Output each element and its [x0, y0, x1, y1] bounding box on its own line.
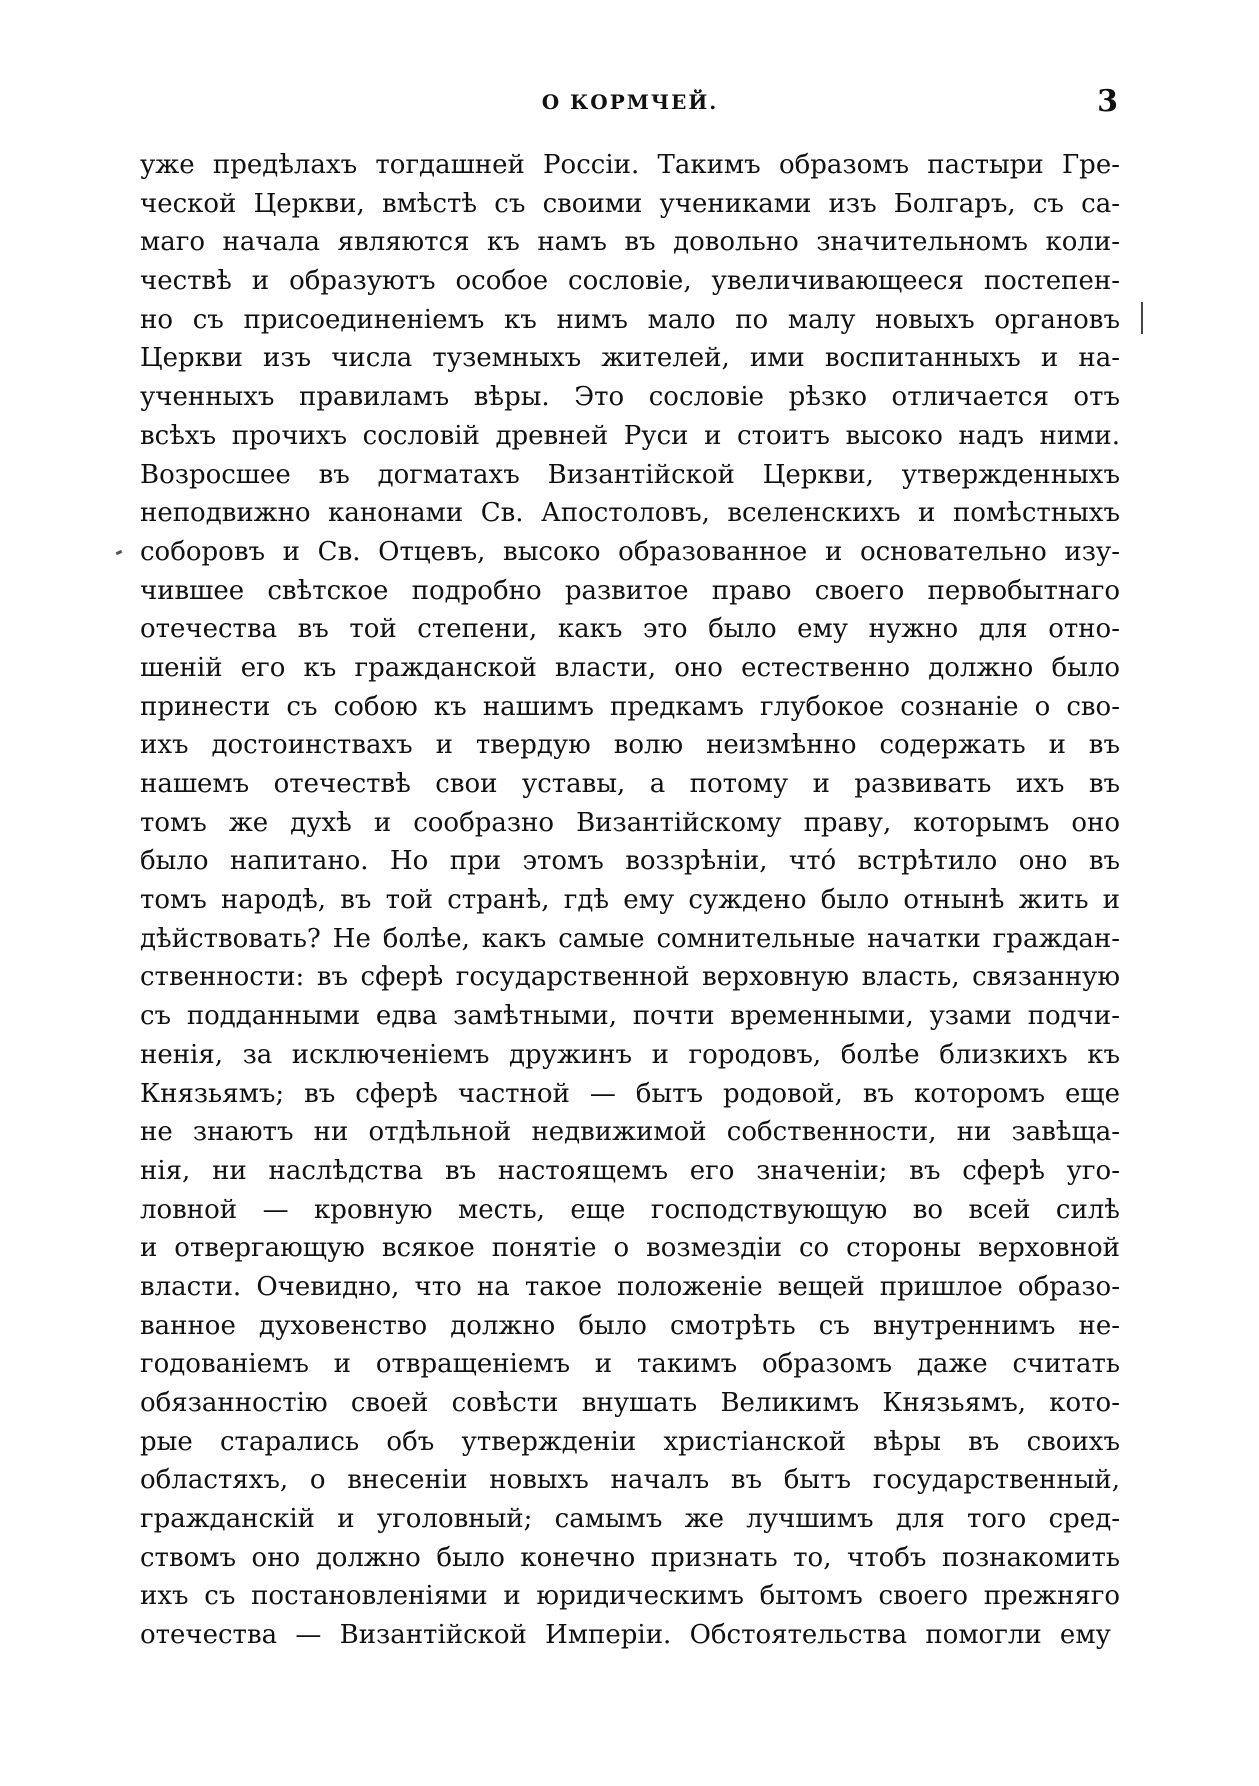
- text-line: нія, ни наслѣдства въ настоящемъ его значеніи; въ сферѣ уго-: [140, 1155, 1120, 1186]
- text-line: уже предѣлахъ тогдашней Россіи. Такимъ образомъ пастыри Гре-: [140, 150, 1120, 180]
- text-line: отечества въ той степени, какъ это было ему нужно для отно-: [140, 614, 1120, 645]
- running-head: [140, 84, 1120, 124]
- text-line: Возросшее въ догматахъ Византійской Церкви, утвержденныхъ: [140, 459, 1120, 490]
- text-line: ихъ съ постановленіями и юридическимъ бытомъ своего прежняго: [140, 1581, 1120, 1612]
- margin-rule: [1141, 302, 1143, 334]
- text-line: гражданскій и уголовный; самымъ же лучшимъ для того сред-: [140, 1504, 1120, 1535]
- text-line: чившее свѣтское подробно развитое право своего первобытнаго: [140, 575, 1120, 606]
- running-title: О КОРМЧЕЙ.: [541, 90, 719, 114]
- text-line: ловной — кровную месть, еще господствующую во всей силѣ: [140, 1194, 1120, 1225]
- text-line: не знаютъ ни отдѣльной недвижимой собственности, ни завѣща-: [140, 1117, 1120, 1148]
- text-line: ненія, за исключеніемъ дружинъ и городовъ, болѣе близкихъ къ: [140, 1039, 1120, 1070]
- text-line: чествѣ и образуютъ особое сословіе, увеличивающееся постепен-: [140, 266, 1120, 297]
- text-line: дѣйствовать? Не болѣе, какъ самые сомнительные начатки граждан-: [140, 923, 1120, 954]
- text-line: съ подданными едва замѣтными, почти временными, узами подчи-: [140, 1001, 1120, 1032]
- text-line: шеній его къ гражданской власти, оно естественно должно было: [140, 652, 1120, 683]
- body-text: [140, 146, 1120, 1655]
- text-line: томъ же духѣ и сообразно Византійскому праву, которымъ оно: [140, 807, 1120, 838]
- text-line: годованіемъ и отвращеніемъ и такимъ образомъ даже считать: [140, 1349, 1120, 1380]
- text-line: нашемъ отечествѣ свои уставы, а потому и развивать ихъ въ: [140, 769, 1120, 799]
- text-line: ческой Церкви, вмѣстѣ съ своими учениками изъ Болгаръ, съ са-: [140, 188, 1120, 219]
- text-line: ствомъ оно должно было конечно признать то, чтобъ познакомить: [140, 1542, 1120, 1573]
- text-line: областяхъ, о внесеніи новыхъ началъ въ бытъ государственный,: [140, 1465, 1120, 1496]
- margin-mark: [116, 550, 123, 555]
- text-line: и отвергающую всякое понятіе о возмездіи со стороны верховной: [140, 1233, 1120, 1264]
- text-line: Церкви изъ числа туземныхъ жителей, ими воспитанныхъ и на-: [140, 343, 1120, 374]
- text-line: отечества — Византійской Имперіи. Обстоятельства помогли ему: [140, 1620, 1111, 1651]
- text-line: соборовъ и Св. Отцевъ, высоко образованное и основательно изу-: [140, 536, 1120, 567]
- text-line: обязанностію своей совѣсти внушать Великимъ Князьямъ, кото-: [140, 1388, 1120, 1418]
- text-line: томъ народѣ, въ той странѣ, гдѣ ему суждено было отнынѣ жить и: [140, 885, 1120, 916]
- text-line: власти. Очевидно, что на такое положеніе вещей пришлое образо-: [140, 1271, 1120, 1302]
- text-line: ихъ достоинствахъ и твердую волю неизмѣнно содержать и въ: [140, 730, 1120, 761]
- text-line: рые старались объ утвержденіи христіанской вѣры въ своихъ: [140, 1426, 1120, 1457]
- text-line: маго начала являются къ намъ въ довольно значительномъ коли-: [140, 227, 1120, 258]
- text-line: но съ присоединеніемъ къ нимъ мало по малу новыхъ органовъ: [140, 304, 1120, 335]
- text-line: ванное духовенство должно было смотрѣть съ внутреннимъ не-: [140, 1310, 1120, 1341]
- text-line: Князьямъ; въ сферѣ частной — бытъ родовой, въ которомъ еще: [140, 1078, 1120, 1109]
- text-line: ственности: въ сферѣ государственной верховную власть, связанную: [140, 962, 1120, 993]
- text-line: неподвижно канонами Св. Апостоловъ, вселенскихъ и помѣстныхъ: [140, 498, 1120, 529]
- text-line: принести съ собою къ нашимъ предкамъ глубокое сознаніе о сво-: [140, 691, 1120, 722]
- text-line: ученныхъ правиламъ вѣры. Это сословіе рѣзко отличается отъ: [140, 382, 1120, 413]
- page-number: 3: [1097, 84, 1118, 119]
- text-line: было напитано. Но при этомъ воззрѣніи, что́ встрѣтило оно въ: [140, 846, 1120, 877]
- text-line: всѣхъ прочихъ сословій древней Руси и стоитъ высоко надъ ними.: [140, 420, 1120, 451]
